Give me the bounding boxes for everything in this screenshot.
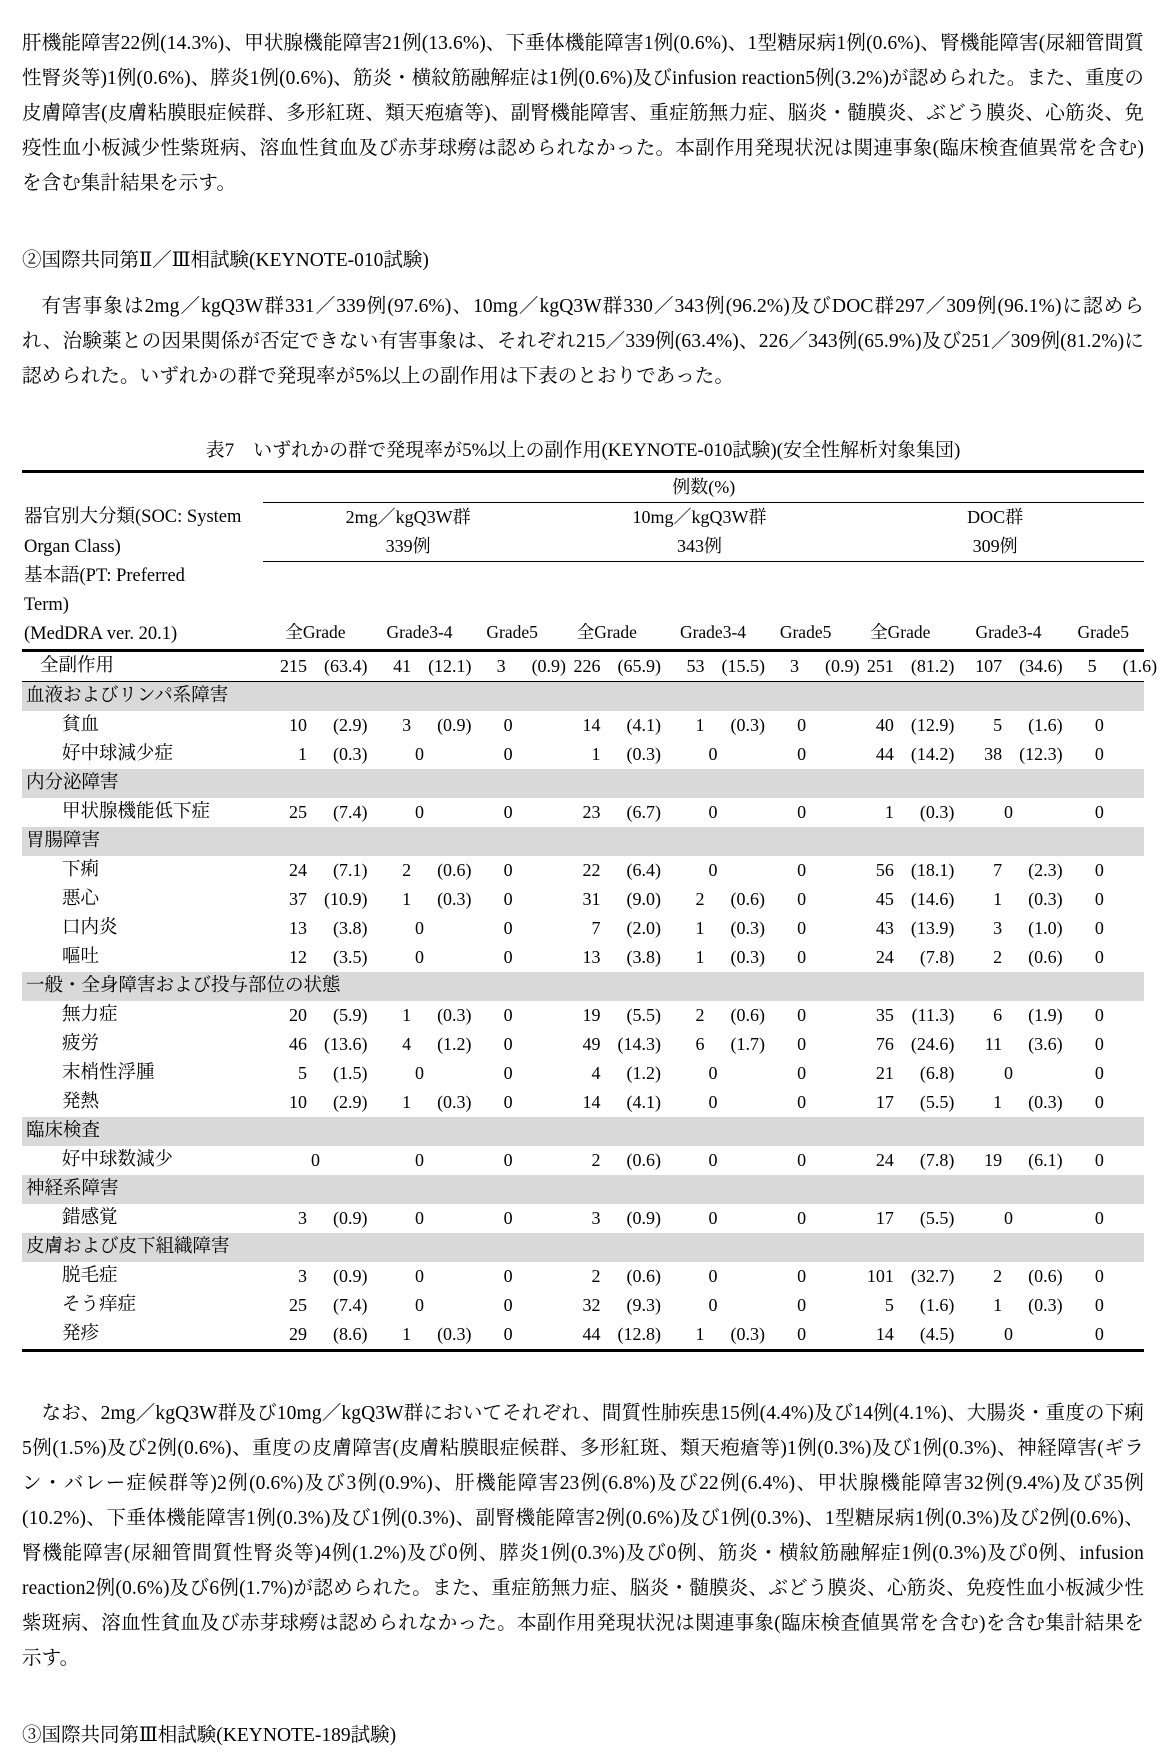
pt-value: 12 (3.5) bbox=[289, 946, 368, 967]
table-row bbox=[22, 1291, 1144, 1320]
blank-cell bbox=[263, 562, 1144, 591]
pt-value: 0 bbox=[1094, 1091, 1104, 1112]
pt-value: 3 (0.9) bbox=[402, 714, 472, 735]
pt-value: 0 bbox=[415, 743, 425, 764]
table-row bbox=[22, 1146, 1144, 1175]
pt-value: 0 bbox=[1094, 1004, 1104, 1025]
row-label: 貧血 bbox=[62, 714, 100, 735]
pt-value: 0 bbox=[797, 1149, 807, 1170]
pt-value: 0 bbox=[797, 801, 807, 822]
table-row-soc bbox=[22, 827, 1144, 856]
header-row-group-n bbox=[22, 532, 1144, 562]
row-label: 悪心 bbox=[62, 888, 100, 909]
pt-value: 0 bbox=[1094, 859, 1104, 880]
pt-value: 23 (6.7) bbox=[582, 801, 661, 822]
table-row-soc bbox=[22, 1117, 1144, 1146]
pt-value: 0 bbox=[1004, 1062, 1014, 1083]
table-row bbox=[22, 1088, 1144, 1117]
pt-value: 0 bbox=[1094, 946, 1104, 967]
pt-value: 46 (13.6) bbox=[289, 1033, 368, 1054]
pt-value: 0 bbox=[1004, 801, 1014, 822]
pt-value: 1 (0.3) bbox=[993, 1294, 1063, 1315]
pt-value: 0 bbox=[797, 1294, 807, 1315]
stub-header-line-3: 基本語(PT: Preferred bbox=[24, 565, 185, 586]
pt-value: 0 bbox=[503, 946, 513, 967]
pt-value: 10 (2.9) bbox=[289, 714, 368, 735]
pt-value: 2 (0.6) bbox=[591, 1265, 661, 1286]
pt-value: 0 bbox=[503, 1004, 513, 1025]
pt-value: 0 bbox=[415, 1207, 425, 1228]
pt-value: 1 (0.3) bbox=[695, 917, 766, 938]
pt-value: 2 (0.6) bbox=[993, 946, 1063, 967]
pt-value: 0 bbox=[708, 1265, 718, 1286]
pt-value: 1 (0.3) bbox=[884, 801, 955, 822]
spacer bbox=[22, 201, 1144, 245]
grade-header-all-doc: 全Grade bbox=[870, 621, 931, 642]
pt-value: 13 (3.8) bbox=[582, 946, 661, 967]
pt-value: 35 (11.3) bbox=[875, 1004, 955, 1025]
pt-value: 1 (0.3) bbox=[402, 888, 472, 909]
grade-header-34-10mg: Grade3-4 bbox=[679, 621, 747, 642]
pt-value: 0 bbox=[310, 1149, 320, 1170]
pt-value: 6 (1.9) bbox=[993, 1004, 1063, 1025]
pt-value: 0 bbox=[503, 1265, 513, 1286]
pt-value: 0 bbox=[503, 1294, 513, 1315]
pt-value: 19 (5.5) bbox=[582, 1004, 661, 1025]
pt-value: 24 (7.1) bbox=[289, 859, 368, 880]
pt-value: 0 bbox=[708, 1294, 718, 1315]
table-row-soc bbox=[22, 1233, 1144, 1262]
table-row bbox=[22, 1262, 1144, 1291]
row-label: 末梢性浮腫 bbox=[62, 1062, 155, 1083]
soc-label: 胃腸障害 bbox=[22, 827, 1144, 856]
table-row bbox=[22, 798, 1144, 827]
group-n-10mg: 343例 bbox=[553, 532, 846, 562]
pt-value: 0 bbox=[1004, 1207, 1014, 1228]
pt-value: 0 bbox=[1094, 1062, 1104, 1083]
pt-value: 1 (0.3) bbox=[993, 1091, 1063, 1112]
soc-label: 神経系障害 bbox=[22, 1175, 1144, 1204]
pt-value: 6 (1.7) bbox=[695, 1033, 766, 1054]
pt-value: 0 bbox=[1094, 714, 1104, 735]
section-2-heading: ②国際共同第Ⅱ／Ⅲ相試験(KEYNOTE-010試験) bbox=[22, 250, 429, 271]
group-header-doc: DOC群 bbox=[967, 507, 1024, 527]
pt-value: 24 (7.8) bbox=[875, 946, 955, 967]
pt-value: 1 (0.3) bbox=[402, 1091, 472, 1112]
adverse-reaction-table bbox=[22, 470, 1158, 1352]
table-row bbox=[22, 856, 1144, 885]
table-row bbox=[22, 1059, 1144, 1088]
stub-header-line-5: (MedDRA ver. 20.1) bbox=[24, 623, 178, 644]
pt-value: 0 bbox=[503, 1149, 513, 1170]
pt-value: 7 (2.0) bbox=[591, 917, 661, 938]
group-header-2mg: 2mg／kgQ3W群 bbox=[345, 507, 471, 527]
total-value: 226 (65.9) bbox=[573, 655, 661, 676]
total-value: 3 (0.9) bbox=[496, 655, 567, 676]
section-3-heading: ③国際共同第Ⅲ相試験(KEYNOTE-189試験) bbox=[22, 1724, 397, 1746]
pt-value: 0 bbox=[415, 946, 425, 967]
grade-header-34-doc: Grade3-4 bbox=[975, 621, 1042, 642]
spacer bbox=[22, 1676, 1144, 1720]
stub-header-line-2: Organ Class) bbox=[24, 536, 121, 557]
pt-value: 1 (0.3) bbox=[402, 1323, 472, 1344]
pt-value: 0 bbox=[415, 1294, 425, 1315]
grade-header-all-2mg: 全Grade bbox=[285, 621, 346, 642]
pt-value: 0 bbox=[415, 801, 425, 822]
pt-value: 76 (24.6) bbox=[875, 1033, 955, 1054]
pt-value: 0 bbox=[797, 1062, 807, 1083]
pt-value: 49 (14.3) bbox=[582, 1033, 661, 1054]
spanner-case-count: 例数(%) bbox=[263, 472, 1144, 503]
table-row-soc bbox=[22, 1175, 1144, 1204]
pt-value: 4 (1.2) bbox=[591, 1062, 661, 1083]
pt-value: 17 (5.5) bbox=[875, 1207, 955, 1228]
pt-value: 0 bbox=[503, 801, 513, 822]
pt-value: 19 (6.1) bbox=[984, 1149, 1063, 1170]
pt-value: 0 bbox=[797, 888, 807, 909]
total-value: 53 (15.5) bbox=[686, 655, 766, 676]
pt-value: 5 (1.6) bbox=[884, 1294, 955, 1315]
table-row bbox=[22, 711, 1144, 740]
pt-value: 0 bbox=[1094, 1033, 1104, 1054]
pt-value: 0 bbox=[797, 1323, 807, 1344]
spacer bbox=[22, 1352, 1144, 1396]
pt-value: 0 bbox=[503, 714, 513, 735]
pt-value: 22 (6.4) bbox=[582, 859, 661, 880]
pt-value: 3 (0.9) bbox=[298, 1265, 368, 1286]
pt-value: 20 (5.9) bbox=[289, 1004, 368, 1025]
pt-value: 1 (0.3) bbox=[695, 714, 766, 735]
header-row-spanner bbox=[22, 472, 1144, 503]
row-label: そう痒症 bbox=[62, 1294, 137, 1315]
pt-value: 0 bbox=[708, 1149, 718, 1170]
pt-value: 1 (0.3) bbox=[298, 743, 368, 764]
pt-value: 0 bbox=[797, 743, 807, 764]
total-value: 3 (0.9) bbox=[790, 655, 860, 676]
stub-header-line-1: 器官別大分類(SOC: System bbox=[24, 507, 242, 527]
pt-value: 25 (7.4) bbox=[289, 801, 368, 822]
pt-value: 0 bbox=[797, 917, 807, 938]
pt-value: 0 bbox=[708, 743, 718, 764]
pt-value: 17 (5.5) bbox=[875, 1091, 955, 1112]
pt-value: 0 bbox=[797, 714, 807, 735]
pt-value: 0 bbox=[1094, 743, 1104, 764]
group-n-2mg: 339例 bbox=[263, 532, 552, 562]
total-value: 251 (81.2) bbox=[866, 655, 955, 676]
pt-value: 38 (12.3) bbox=[984, 743, 1063, 764]
table-row bbox=[22, 1320, 1144, 1351]
pt-value: 0 bbox=[797, 1207, 807, 1228]
pt-value: 0 bbox=[708, 1207, 718, 1228]
pt-value: 0 bbox=[708, 1091, 718, 1112]
pt-value: 0 bbox=[415, 1149, 425, 1170]
table-row bbox=[22, 1001, 1144, 1030]
table-row bbox=[22, 1030, 1144, 1059]
table-row-total bbox=[22, 650, 1144, 681]
pt-value: 0 bbox=[1004, 1323, 1014, 1344]
pt-value: 24 (7.8) bbox=[875, 1149, 955, 1170]
pt-value: 0 bbox=[1094, 1265, 1104, 1286]
pt-value: 0 bbox=[1094, 1323, 1104, 1344]
pt-value: 0 bbox=[797, 1004, 807, 1025]
pt-value: 0 bbox=[1094, 917, 1104, 938]
pt-value: 1 (0.3) bbox=[591, 743, 661, 764]
pt-value: 10 (2.9) bbox=[289, 1091, 368, 1112]
row-label: 好中球減少症 bbox=[62, 743, 174, 764]
table-row-soc bbox=[22, 681, 1144, 711]
pt-value: 0 bbox=[1094, 1207, 1104, 1228]
pt-value: 0 bbox=[708, 801, 718, 822]
pt-value: 44 (14.2) bbox=[875, 743, 955, 764]
pt-value: 3 (0.9) bbox=[591, 1207, 661, 1228]
pt-value: 3 (0.9) bbox=[298, 1207, 368, 1228]
pt-value: 101 (32.7) bbox=[866, 1265, 955, 1286]
pt-value: 0 bbox=[503, 917, 513, 938]
row-label: 発疹 bbox=[62, 1323, 100, 1344]
pt-value: 0 bbox=[503, 743, 513, 764]
table-row bbox=[22, 943, 1144, 972]
pt-value: 0 bbox=[503, 888, 513, 909]
pt-value: 14 (4.5) bbox=[875, 1323, 955, 1344]
pt-value: 1 (0.3) bbox=[695, 946, 766, 967]
pt-value: 0 bbox=[1094, 1149, 1104, 1170]
group-header-10mg: 10mg／kgQ3W群 bbox=[632, 507, 767, 527]
pt-value: 0 bbox=[415, 917, 425, 938]
group-n-doc: 309例 bbox=[846, 532, 1144, 562]
pt-value: 5 (1.5) bbox=[298, 1062, 368, 1083]
pt-value: 43 (13.9) bbox=[875, 917, 955, 938]
row-label: 好中球数減少 bbox=[62, 1149, 174, 1170]
row-label: 疲労 bbox=[62, 1033, 100, 1054]
pt-value: 0 bbox=[797, 859, 807, 880]
row-label: 嘔吐 bbox=[62, 946, 100, 967]
pt-value: 2 (0.6) bbox=[695, 1004, 766, 1025]
pt-value: 0 bbox=[503, 1207, 513, 1228]
pt-value: 0 bbox=[797, 1033, 807, 1054]
pt-value: 0 bbox=[1094, 1294, 1104, 1315]
total-value: 107 (34.6) bbox=[975, 655, 1063, 676]
pt-value: 40 (12.9) bbox=[875, 714, 955, 735]
row-label: 口内炎 bbox=[62, 917, 118, 938]
pt-value: 25 (7.4) bbox=[289, 1294, 368, 1315]
pt-value: 31 (9.0) bbox=[582, 888, 661, 909]
pt-value: 11 (3.6) bbox=[984, 1033, 1063, 1054]
soc-label: 一般・全身障害および投与部位の状態 bbox=[22, 972, 1144, 1001]
total-value: 215 (63.4) bbox=[280, 655, 368, 676]
pt-value: 0 bbox=[797, 1091, 807, 1112]
row-label: 甲状腺機能低下症 bbox=[62, 801, 211, 822]
spacer bbox=[22, 394, 1144, 438]
pt-value: 0 bbox=[415, 1265, 425, 1286]
table-row bbox=[22, 740, 1144, 769]
row-label: 脱毛症 bbox=[62, 1265, 118, 1286]
pt-value: 3 (1.0) bbox=[993, 917, 1063, 938]
grade-header-5-2mg: Grade5 bbox=[486, 621, 538, 642]
intro-paragraph: 肝機能障害22例(14.3%)、甲状腺機能障害21例(13.6%)、下垂体機能障害1例(0.6%)、1型糖尿病1例(0.6%)、腎機能障害(尿細管間質性腎炎等)1例(0.6%)、膵炎1例(0.6%)、筋炎・横紋筋融解症は1例(0.6%)及びinfusion reaction5例(3.2%)が認められた。また、重度の皮膚障害(皮膚粘膜眼症候群、多形紅斑、類天疱瘡等)、副腎機能障害、重症筋無力症、脳炎・髄膜炎、ぶどう膜炎、心筋炎、免疫性血小板減少性紫斑病、溶血性貧血及び赤芽球癆は認められなかった。本副作用発現状況は関連事象(臨床検査値異常を含む)を含む集計結果を示す。 bbox=[22, 33, 1144, 194]
total-value: 41 (12.1) bbox=[393, 655, 472, 676]
pt-value: 29 (8.6) bbox=[289, 1323, 368, 1344]
soc-label: 皮膚および皮下組織障害 bbox=[22, 1233, 1144, 1262]
header-row-stub-4 bbox=[22, 591, 1144, 620]
pt-value: 0 bbox=[503, 859, 513, 880]
row-label: 無力症 bbox=[62, 1004, 118, 1025]
pt-value: 0 bbox=[1094, 801, 1104, 822]
closing-paragraph: なお、2mg／kgQ3W群及び10mg／kgQ3W群においてそれぞれ、間質性肺疾患15例(4.4%)及び14例(4.1%)、大腸炎・重度の下痢5例(1.5%)及び2例(0.6%)、重度の皮膚障害(皮膚粘膜眼症候群、多形紅斑、類天疱瘡等)1例(0.3%)及び1例(0.3%)、神経障害(ギラン・バレー症候群等)2例(0.6%)及び3例(0.9%)、肝機能障害23例(6.8%)及び22例(6.4%)、甲状腺機能障害32例(9.4%)及び35例(10.2%)、下垂体機能障害1例(0.3%)及び1例(0.3%)、副腎機能障害2例(0.6%)及び1例(0.3%)、1型糖尿病1例(0.3%)及び2例(0.6%)、腎機能障害(尿細管間質性腎炎等)4例(1.2%)及び0例、膵炎1例(0.3%)及び0例、筋炎・横紋筋融解症1例(0.3%)及び0例、infusion reaction2例(0.6%)及び6例(1.7%)が認められた。また、重症筋無力症、脳炎・髄膜炎、ぶどう膜炎、心筋炎、免疫性血小板減少性紫斑病、溶血性貧血及び赤芽球癆は認められなかった。本副作用発現状況は関連事象(臨床検査値異常を含む)を含む集計結果を示す。 bbox=[22, 1402, 1144, 1669]
pt-value: 45 (14.6) bbox=[875, 888, 955, 909]
section-2-paragraph: 有害事象は2mg／kgQ3W群331／339例(97.6%)、10mg／kgQ3W群330／343例(96.2%)及びDOC群297／309例(96.1%)に認められ、治験薬との因果関係が否定できない有害事象は、それぞれ215／339例(63.4%)、226／343例(65.9%)及び251／309例(81.2%)に認められた。いずれかの群で発現率が5%以上の副作用は下表のとおりであった。 bbox=[22, 296, 1144, 387]
pt-value: 56 (18.1) bbox=[875, 859, 955, 880]
table-row-soc bbox=[22, 769, 1144, 798]
pt-value: 0 bbox=[797, 1265, 807, 1286]
pt-value: 37 (10.9) bbox=[289, 888, 368, 909]
pt-value: 0 bbox=[415, 1062, 425, 1083]
soc-label: 内分泌障害 bbox=[22, 769, 1144, 798]
pt-value: 2 (0.6) bbox=[591, 1149, 661, 1170]
pt-value: 14 (4.1) bbox=[582, 714, 661, 735]
grade-header-34-2mg: Grade3-4 bbox=[386, 621, 453, 642]
table-caption: 表7 いずれかの群で発現率が5%以上の副作用(KEYNOTE-010試験)(安全性解析対象集団) bbox=[205, 440, 961, 461]
soc-label: 血液およびリンパ系障害 bbox=[22, 681, 1144, 711]
pt-value: 0 bbox=[503, 1033, 513, 1054]
grade-header-5-doc: Grade5 bbox=[1077, 621, 1130, 642]
pt-value: 5 (1.6) bbox=[993, 714, 1063, 735]
stub-header-line-4: Term) bbox=[24, 594, 69, 615]
spacer bbox=[22, 277, 1144, 289]
pt-value: 0 bbox=[503, 1323, 513, 1344]
row-label: 発熱 bbox=[62, 1091, 100, 1112]
pt-value: 0 bbox=[503, 1062, 513, 1083]
table-body bbox=[22, 650, 1158, 1350]
pt-value: 0 bbox=[708, 1062, 718, 1083]
pt-value: 4 (1.2) bbox=[402, 1033, 472, 1054]
pt-value: 21 (6.8) bbox=[875, 1062, 955, 1083]
header-row-stub-3 bbox=[22, 562, 1144, 591]
total-value: 5 (1.6) bbox=[1087, 655, 1158, 676]
table-row bbox=[22, 914, 1144, 943]
pt-value: 2 (0.6) bbox=[695, 888, 766, 909]
pt-value: 1 (0.3) bbox=[402, 1004, 472, 1025]
table-row bbox=[22, 1204, 1144, 1233]
pt-value: 32 (9.3) bbox=[582, 1294, 661, 1315]
pt-value: 0 bbox=[1094, 888, 1104, 909]
table-row bbox=[22, 885, 1144, 914]
pt-value: 1 (0.3) bbox=[993, 888, 1063, 909]
pt-value: 14 (4.1) bbox=[582, 1091, 661, 1112]
pt-value: 0 bbox=[503, 1091, 513, 1112]
table-row-soc bbox=[22, 972, 1144, 1001]
pt-value: 13 (3.8) bbox=[289, 917, 368, 938]
pt-value: 1 (0.3) bbox=[695, 1323, 766, 1344]
pt-value: 0 bbox=[708, 859, 718, 880]
row-label: 下痢 bbox=[62, 859, 100, 880]
pt-value: 2 (0.6) bbox=[402, 859, 472, 880]
pt-value: 2 (0.6) bbox=[993, 1265, 1063, 1286]
soc-label: 臨床検査 bbox=[22, 1117, 1144, 1146]
row-label: 全副作用 bbox=[40, 655, 115, 676]
pt-value: 0 bbox=[797, 946, 807, 967]
pt-value: 44 (12.8) bbox=[582, 1323, 661, 1344]
grade-header-all-10mg: 全Grade bbox=[576, 621, 637, 642]
grade-header-5-10mg: Grade5 bbox=[779, 621, 832, 642]
row-label: 錯感覚 bbox=[62, 1207, 118, 1228]
table-head bbox=[22, 472, 1144, 651]
pt-value: 7 (2.3) bbox=[993, 859, 1063, 880]
